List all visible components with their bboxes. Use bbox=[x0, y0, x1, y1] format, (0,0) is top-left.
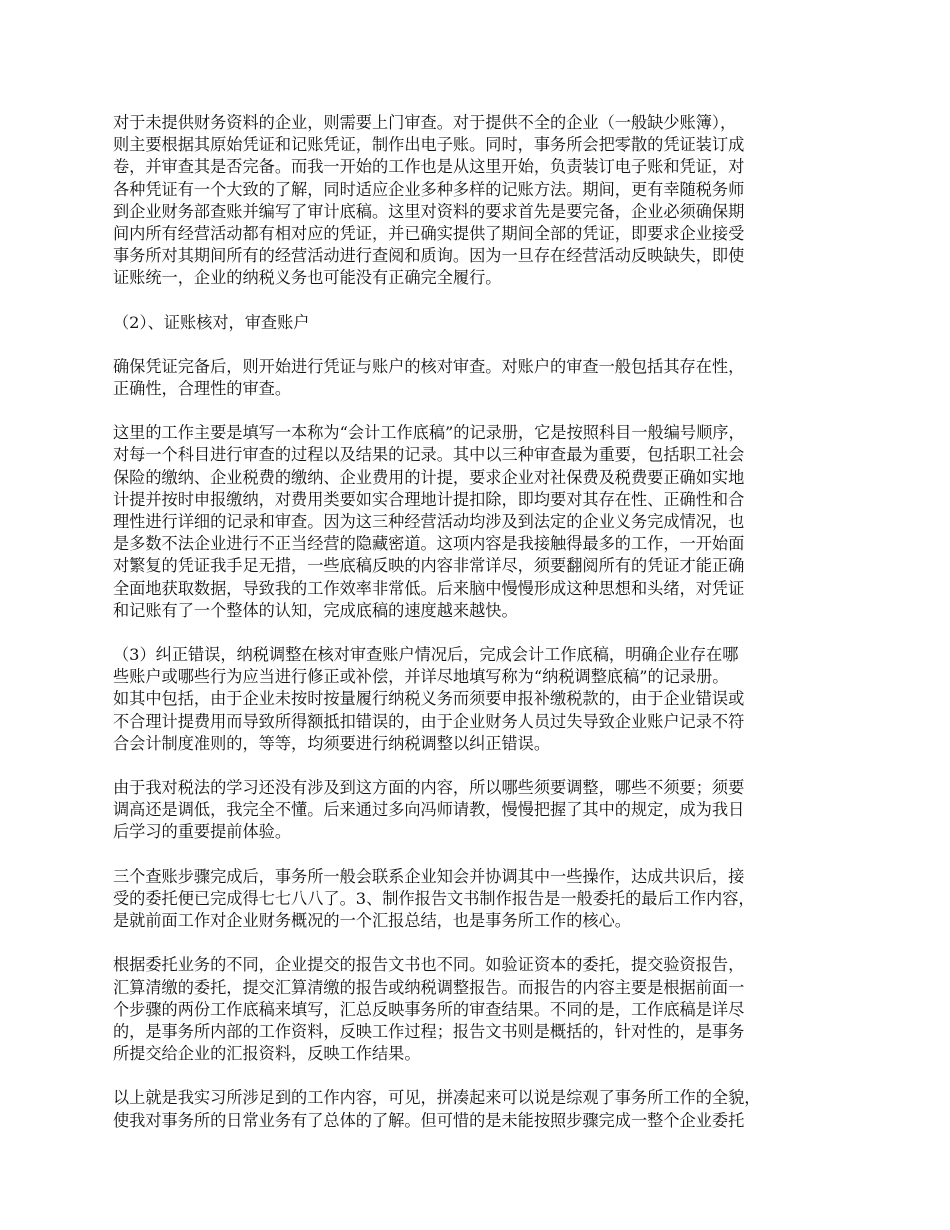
text-line: 到企业财务部查账并编写了审计底稿。这里对资料的要求首先是要完备，企业必须确保期 bbox=[113, 201, 745, 221]
paragraph-8 bbox=[113, 954, 843, 1065]
text-line: 些账户或哪些行为应当进行修正或补偿，并详尽地填写称为“纳税调整底稿”的记录册。 bbox=[113, 667, 729, 687]
text-line: 以上就是我实习所涉足到的工作内容，可见，拼凑起来可以说是综观了事务所工作的全貌， bbox=[113, 1088, 761, 1108]
text-line: 三个查账步骤完成后，事务所一般会联系企业知会并协调其中一些操作，达成共识后，接 bbox=[113, 866, 745, 886]
text-line: 全面地获取数据，导致我的工作效率非常低。后来脑中慢慢形成这种思想和头绪，对凭证 bbox=[113, 578, 745, 598]
text-line: 后学习的重要提前体验。 bbox=[113, 822, 292, 842]
text-line: 对繁复的凭证我手足无措，一些底稿反映的内容非常详尽，须要翻阅所有的凭证才能正确 bbox=[113, 556, 745, 576]
paragraph-6 bbox=[113, 777, 843, 844]
text-line: 间内所有经营活动都有相对应的凭证，并已确实提供了期间全部的凭证，即要求企业接受 bbox=[113, 224, 745, 244]
text-line: 不合理计提费用而导致所得额抵扣错误的，由于企业财务人员过失导致企业账户记录不符 bbox=[113, 711, 745, 731]
text-line: 调高还是调低，我完全不懂。后来通过多向冯师请教，慢慢把握了其中的规定，成为我日 bbox=[113, 800, 745, 820]
text-line: 卷，并审查其是否完备。而我一开始的工作也是从这里开始，负责装订电子账和凭证，对 bbox=[113, 157, 745, 177]
text-line: 使我对事务所的日常业务有了总体的了解。但可惜的是未能按照步骤完成一整个企业委托 bbox=[113, 1110, 745, 1130]
text-line: 汇算清缴的委托，提交汇算清缴的报告或纳税调整报告。而报告的内容主要是根据前面一 bbox=[113, 977, 745, 997]
text-line: 则主要根据其原始凭证和记账凭证，制作出电子账。同时，事务所会把零散的凭证装订成 bbox=[113, 135, 745, 155]
text-line: 计提并按时申报缴纳，对费用类要如实合理地计提扣除，即均要对其存在性、正确性和合 bbox=[113, 489, 745, 509]
text-line: 理性进行详细的记录和审查。因为这三种经营活动均涉及到法定的企业义务完成情况，也 bbox=[113, 512, 745, 532]
text-line: 保险的缴纳、企业税费的缴纳、企业费用的计提，要求企业对社保费及税费要正确如实地 bbox=[113, 467, 745, 487]
heading-text: （2）、证账核对，审查账户 bbox=[113, 312, 310, 332]
text-line: 正确性，合理性的审查。 bbox=[113, 379, 292, 399]
text-line: 如其中包括，由于企业未按时按量履行纳税义务而须要申报补缴税款的，由于企业错误或 bbox=[113, 689, 745, 709]
paragraph-7 bbox=[113, 866, 843, 933]
text-line: 所提交给企业的汇报资料，反映工作结果。 bbox=[113, 1044, 421, 1064]
paragraph-5 bbox=[113, 644, 843, 755]
text-line: 由于我对税法的学习还没有涉及到这方面的内容，所以哪些须要调整，哪些不须要；须要 bbox=[113, 778, 745, 798]
paragraph-9 bbox=[113, 1087, 843, 1131]
paragraph-4 bbox=[113, 422, 843, 622]
paragraph-3 bbox=[113, 356, 843, 400]
document-page bbox=[113, 112, 843, 1154]
text-line: 是多数不法企业进行不正当经营的隐藏密道。这项内容是我接触得最多的工作，一开始面 bbox=[113, 534, 745, 554]
text-line: 根据委托业务的不同，企业提交的报告文书也不同。如验证资本的委托，提交验资报告， bbox=[113, 955, 745, 975]
text-line: 对每一个科目进行审查的过程以及结果的记录。其中以三种审查最为重要，包括职工社会 bbox=[113, 445, 745, 465]
text-line: 和记账有了一个整体的认知，完成底稿的速度越来越快。 bbox=[113, 600, 518, 620]
text-line: （3）纠正错误，纳税调整在核对审查账户情况后，完成会计工作底稿，明确企业存在哪 bbox=[113, 645, 739, 665]
paragraph-1 bbox=[113, 112, 843, 290]
text-line: 证账统一，企业的纳税义务也可能没有正确完全履行。 bbox=[113, 268, 502, 288]
text-line: 事务所对其期间所有的经营活动进行查阅和质询。因为一旦存在经营活动反映缺失，即使 bbox=[113, 246, 745, 266]
text-line: 各种凭证有一个大致的了解，同时适应企业多种多样的记账方法。期间，更有幸随税务师 bbox=[113, 179, 745, 199]
text-line: 对于未提供财务资料的企业，则需要上门审查。对于提供不全的企业（一般缺少账簿）， bbox=[113, 113, 737, 132]
text-line: 这里的工作主要是填写一本称为“会计工作底稿”的记录册，它是按照科目一般编号顺序， bbox=[113, 423, 745, 443]
section-heading bbox=[113, 312, 843, 334]
text-line: 受的委托便已完成得七七八八了。3、制作报告文书制作报告是一般委托的最后工作内容， bbox=[113, 888, 755, 908]
text-line: 是就前面工作对企业财务概况的一个汇报总结，也是事务所工作的核心。 bbox=[113, 911, 631, 931]
text-line: 确保凭证完备后，则开始进行凭证与账户的核对审查。对账户的审查一般包括其存在性， bbox=[113, 356, 745, 376]
text-line: 的，是事务所内部的工作资料，反映工作过程；报告文书则是概括的，针对性的，是事务 bbox=[113, 1021, 745, 1041]
text-line: 个步骤的两份工作底稿来填写，汇总反映事务所的审查结果。不同的是，工作底稿是详尽 bbox=[113, 999, 745, 1019]
text-line: 合会计制度准则的，等等，均须要进行纳税调整以纠正错误。 bbox=[113, 733, 551, 753]
